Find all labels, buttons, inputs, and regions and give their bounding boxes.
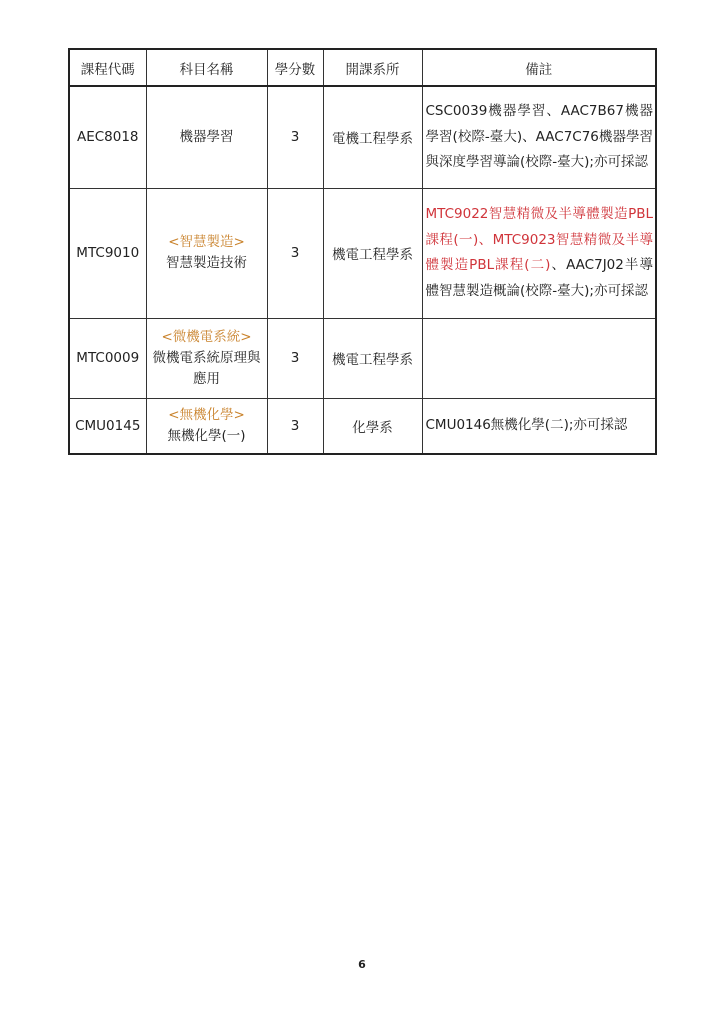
credits-cell: 3 [267, 188, 323, 318]
note-text: CMU0146無機化學(二);亦可採認 [425, 417, 628, 433]
page-number: 6 [358, 958, 366, 971]
department-cell: 電機工程學系 [323, 86, 422, 188]
department-cell: 機電工程學系 [323, 188, 422, 318]
course-name: 微機電系統原理與應用 [152, 349, 261, 387]
table-row [69, 318, 656, 398]
table-header-row [69, 49, 656, 86]
course-table [68, 48, 657, 455]
course-category-tag: <無機化學> [168, 406, 245, 423]
header-notes: 備註 [422, 49, 656, 86]
course-code-cell: MTC0009 [69, 318, 146, 398]
note-text: 、AAC7J02半導體智慧製造概論(校際-臺大);亦可採認 [425, 257, 653, 299]
header-course-name: 科目名稱 [146, 49, 267, 86]
header-department: 開課系所 [323, 49, 422, 86]
course-name-cell [146, 318, 267, 398]
notes-cell [422, 318, 656, 398]
course-name-cell [146, 86, 267, 188]
course-code-cell: CMU0145 [69, 398, 146, 454]
course-name-cell [146, 398, 267, 454]
table-row [69, 86, 656, 188]
notes-cell [422, 398, 656, 454]
table-row [69, 398, 656, 454]
notes-cell [422, 188, 656, 318]
table-row [69, 188, 656, 318]
credits-cell: 3 [267, 398, 323, 454]
course-category-tag: <微機電系統> [161, 328, 252, 345]
credits-cell: 3 [267, 318, 323, 398]
department-cell: 機電工程學系 [323, 318, 422, 398]
department-cell: 化學系 [323, 398, 422, 454]
note-highlight-text: MTC9022智慧精微及半導體製造PBL課程(一)、MTC9023智慧精微及半導體製造PBL課程(二) [425, 206, 653, 273]
header-course-code: 課程代碼 [69, 49, 146, 86]
notes-cell [422, 86, 656, 188]
course-code-cell: MTC9010 [69, 188, 146, 318]
note-text: CSC0039機器學習、AAC7B67機器學習(校際-臺大)、AAC7C76機器學習與深度學習導論(校際-臺大);亦可採認 [425, 103, 653, 170]
header-credits: 學分數 [267, 49, 323, 86]
course-name: 機器學習 [179, 128, 234, 145]
course-name: 智慧製造技術 [166, 255, 247, 271]
credits-cell: 3 [267, 86, 323, 188]
course-name: 無機化學(一) [167, 427, 246, 444]
course-category-tag: <智慧製造> [168, 234, 245, 250]
course-code-cell: AEC8018 [69, 86, 146, 188]
course-name-cell [146, 188, 267, 318]
